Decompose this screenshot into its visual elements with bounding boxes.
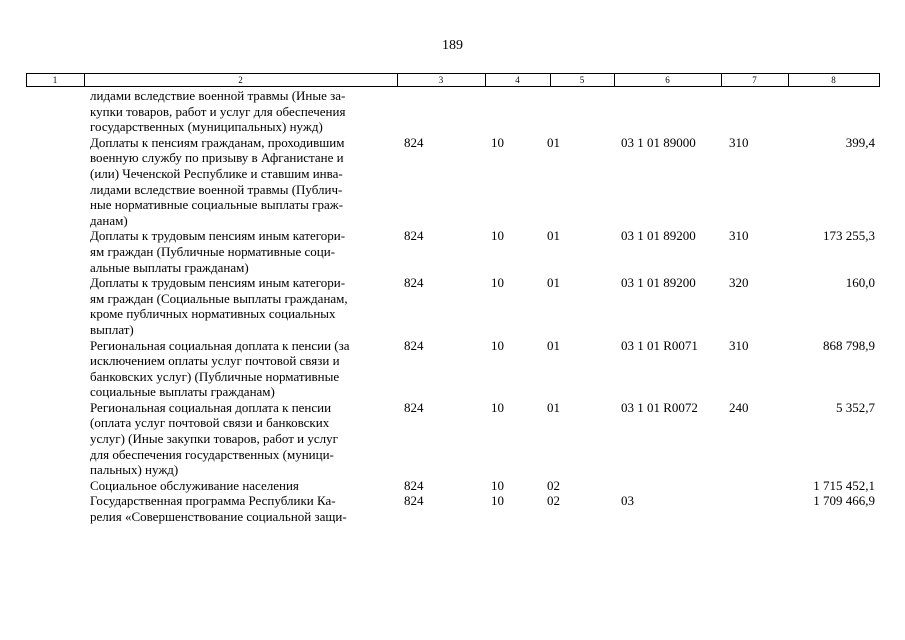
row-section-code: 10 [491, 337, 504, 353]
table-row [0, 88, 905, 135]
row-section-code: 10 [491, 275, 504, 291]
row-description: Государственная программа Республики Ка- релия «Совершенствование социальной защи- [90, 493, 347, 525]
row-target-article: 03 1 01 89200 [621, 228, 696, 244]
row-subsection-code: 01 [547, 337, 560, 353]
table-row [0, 493, 905, 524]
table-header [26, 73, 880, 87]
header-col-1: 1 [52, 75, 58, 85]
row-subsection-code: 02 [547, 493, 560, 509]
row-description: лидами вследствие военной травмы (Иные за- купки товаров, работ и услуг для обеспечения государственных (муниципальных) нужд) [90, 88, 346, 135]
row-section-code: 10 [491, 134, 504, 150]
row-subsection-code: 01 [547, 134, 560, 150]
header-col-8: 8 [831, 75, 836, 85]
table-row [0, 228, 905, 275]
row-ministry-code: 824 [404, 337, 424, 353]
row-description: Региональная социальная доплата к пенсии (оплата услуг почтовой связи и банковских услуг) (Иные закупки товаров, работ и услуг для обеспечения государственных (муници- пальных) нужд) [90, 399, 338, 478]
header-col-7: 7 [752, 75, 757, 85]
row-subsection-code: 01 [547, 399, 560, 415]
row-expense-type: 310 [729, 134, 749, 150]
table-body [0, 88, 905, 525]
row-amount: 399,4 [845, 134, 875, 150]
row-section-code: 10 [491, 493, 504, 509]
row-amount: 868 798,9 [823, 337, 875, 353]
row-target-article: 03 1 01 89000 [621, 134, 696, 150]
row-ministry-code: 824 [404, 275, 424, 291]
row-amount: 160,0 [845, 275, 875, 291]
row-ministry-code: 824 [404, 228, 424, 244]
row-section-code: 10 [491, 477, 504, 493]
table-row [0, 338, 905, 400]
header-col-6: 6 [665, 75, 670, 85]
row-target-article: 03 1 01 R0071 [621, 337, 698, 353]
row-target-article: 03 1 01 R0072 [621, 399, 698, 415]
row-section-code: 10 [491, 228, 504, 244]
row-description: Региональная социальная доплата к пенсии (за исключением оплаты услуг почтовой связи и банковских услуг) (Публичные нормативные социальные выплаты гражданам) [90, 337, 350, 400]
row-amount: 173 255,3 [823, 228, 875, 244]
header-col-5: 5 [579, 75, 585, 85]
row-ministry-code: 824 [404, 493, 424, 509]
row-description: Доплаты к трудовым пенсиям иным категори- ям граждан (Социальные выплаты гражданам, кроме публичных нормативных социальных выплат) [90, 275, 348, 337]
header-col-4: 4 [515, 75, 520, 85]
table-row [0, 275, 905, 337]
row-expense-type: 310 [729, 228, 749, 244]
row-subsection-code: 01 [547, 228, 560, 244]
row-expense-type: 310 [729, 337, 749, 353]
row-description: Социальное обслуживание населения [90, 477, 299, 493]
header-col-2: 2 [238, 75, 243, 85]
row-expense-type: 320 [729, 275, 749, 291]
row-description: Доплаты к пенсиям гражданам, проходившим военную службу по призыву в Афганистане и (или) Чеченской Республике и ставшим инва- лидами вследствие военной травмы (Публич- ные нормативные социальные выплаты граж- данам) [90, 134, 345, 228]
row-target-article: 03 1 01 89200 [621, 275, 696, 291]
table-row [0, 400, 905, 478]
row-subsection-code: 01 [547, 275, 560, 291]
row-ministry-code: 824 [404, 477, 424, 493]
row-amount: 5 352,7 [836, 399, 875, 415]
row-expense-type: 240 [729, 399, 749, 415]
table-row [0, 135, 905, 229]
row-ministry-code: 824 [404, 399, 424, 415]
row-ministry-code: 824 [404, 134, 424, 150]
row-target-article: 03 [621, 493, 634, 509]
row-section-code: 10 [491, 399, 504, 415]
row-amount: 1 709 466,9 [813, 493, 875, 509]
header-col-3: 3 [438, 75, 444, 85]
page-number: 189 [442, 38, 463, 53]
table-row [0, 478, 905, 494]
row-description: Доплаты к трудовым пенсиям иным категори- ям граждан (Публичные нормативные соци- альные выплаты гражданам) [90, 228, 346, 275]
row-subsection-code: 02 [547, 477, 560, 493]
row-amount: 1 715 452,1 [813, 477, 875, 493]
